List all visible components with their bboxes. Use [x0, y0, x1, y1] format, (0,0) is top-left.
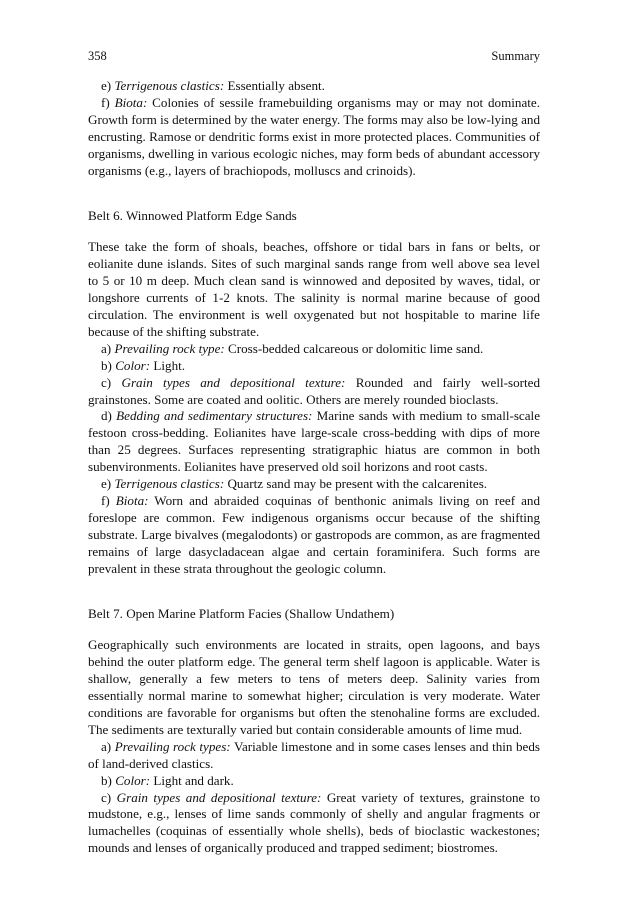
item-term: Prevailing rock type: [114, 340, 225, 356]
item-label: e) [101, 78, 112, 93]
item-term: Terrigenous clastics: [114, 476, 225, 492]
item-term: Grain types and depositional texture: [116, 789, 322, 805]
paragraph-terrigenous-clastics-belt6 [88, 476, 540, 493]
item-term: Color: [115, 772, 151, 788]
paragraph-color-belt7 [88, 773, 540, 790]
item-label: e) [101, 476, 112, 492]
item-label: c) [101, 789, 112, 805]
item-label: a) [101, 340, 112, 356]
paragraph-terrigenous-clastics-belt5 [88, 78, 540, 95]
item-text: Light and dark. [150, 772, 234, 788]
running-header [88, 48, 540, 64]
item-text: Quartz sand may be present with the calcarenites. [224, 476, 488, 492]
running-title: Summary [491, 49, 540, 63]
document-page [88, 48, 540, 857]
item-text: Marine sands with medium to small-scale festoon cross-bedding. Eolianites have large-scale cross-bedding with dips of more than 25 degrees. Surfaces representing stratigraphic hiatus are common in both subenvironments. Eolianites have preserved old soil horizons and root casts. [88, 408, 541, 475]
item-label: a) [101, 738, 112, 754]
item-term: Biota: [115, 492, 149, 508]
item-text: Great variety of textures, grainstone to mudstone, e.g., lenses of lime sands commonly of shelly and angular fragments or lumachelles (coquinas of essentially whole shells), beds of bioclastic wackestones; mounds and lenses of organically produced and trapped sediment; biostromes. [88, 789, 541, 856]
item-text: Colonies of sessile framebuilding organisms may or may not dominate. Growth form is determined by the water energy. The forms may also be low-lying and encrusting. Ramose or dendritic forms exist in more protected places. Communities of organisms, dwelling in various ecologic niches, may form beds of abundant accessory organisms (e.g., layers of brachiopods, molluscs and crinoids). [88, 94, 540, 178]
section-heading-belt6: Belt 6. Winnowed Platform Edge Sands [88, 208, 297, 224]
item-label: c) [101, 374, 112, 390]
item-text: Essentially absent. [224, 78, 325, 93]
item-term: Terrigenous clastics: [114, 78, 225, 93]
item-text: Light. [150, 357, 186, 373]
paragraph-belt6-intro: These take the form of shoals, beaches, offshore or tidal bars in fans or belts, or eolianite dune islands. Sites of such marginal sands range from well above sea level to 5 or 10 m deep. Much clean sand is winnowed and deposited by waves, tidal, or longshore currents of 1-2 knots. The salinity is normal marine because of good circulation. The environment is well oxygenated but not hospitable to marine life because of the shifting substrate. [88, 239, 540, 339]
item-term: Grain types and depositional texture: [121, 374, 346, 390]
paragraph-rock-types-belt7 [88, 739, 540, 773]
paragraph-rock-type-belt6 [88, 341, 540, 358]
paragraph-bedding-belt6 [88, 408, 540, 476]
item-text: Worn and abraided coquinas of benthonic animals living on reef and foreslope are common. Few indigenous organisms occur because of the shifting substrate. Large bivalves (megalodonts) or gastropods are common, as are fragmented remains of large dasycladacean algae and certain foraminifera. Such forms are prevalent in these strata throughout the geologic column. [88, 492, 540, 576]
paragraph-grain-types-belt6 [88, 375, 540, 409]
paragraph-grain-types-belt7 [88, 790, 540, 858]
paragraph-color-belt6 [88, 358, 540, 375]
item-text: Rounded and fairly well-sorted grainstones. Some are coated and oolitic. Others are merely rounded bioclasts. [88, 374, 540, 407]
page-number: 358 [88, 49, 107, 63]
item-text: Cross-bedded calcareous or dolomitic lime sand. [224, 340, 484, 356]
item-term: Prevailing rock types: [114, 738, 231, 754]
item-label: b) [101, 772, 112, 788]
item-text: Variable limestone and in some cases lenses and thin beds of land-derived clastics. [88, 738, 540, 771]
item-term: Bedding and sedimentary structures: [116, 408, 313, 424]
section-heading-belt7: Belt 7. Open Marine Platform Facies (Shallow Undathem) [88, 606, 395, 622]
item-label: b) [101, 357, 112, 373]
item-term: Color: [115, 357, 151, 373]
item-label: d) [101, 408, 112, 424]
item-term: Biota: [114, 94, 148, 110]
paragraph-belt7-intro: Geographically such environments are located in straits, open lagoons, and bays behind the outer platform edge. The general term shelf lagoon is applicable. Water is shallow, generally a few meters to tens of meters deep. Salinity varies from essentially normal marine to somewhat higher; circulation is very moderate. Water conditions are favorable for organisms but often the stenohaline forms are excluded. The sediments are texturally varied but contain considerable amounts of lime mud. [88, 637, 540, 737]
paragraph-biota-belt5 [88, 95, 540, 180]
item-label: f) [101, 492, 110, 508]
paragraph-biota-belt6 [88, 493, 540, 578]
item-label: f) [101, 94, 110, 110]
